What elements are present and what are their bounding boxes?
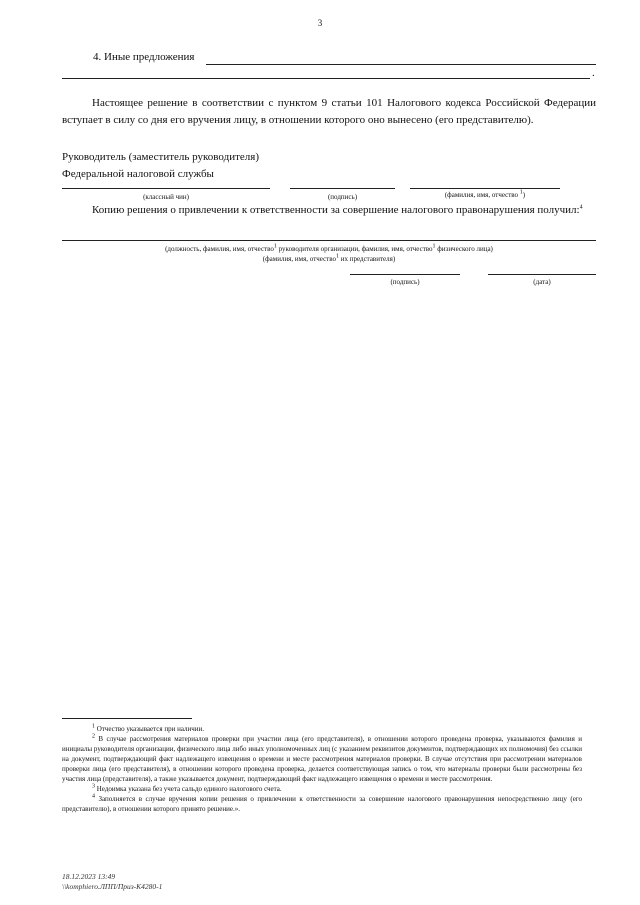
name-caption-close: ) <box>522 191 526 199</box>
recipient-caption-part-b: руководителя организации, фамилия, имя, отчество <box>276 245 433 253</box>
signature-caption: (подпись) <box>327 193 358 201</box>
recipient-line <box>62 240 596 241</box>
footnote-text: В случае рассмотрения материалов проверки при участии лица (его представителя), в отношении которого проведена проверка, указываются фамилия и инициалы руководителя организации, физического лица либо иных уполномоченных лиц (с указанием реквизитов документов, подтверждающих их полномочия) без ссылки на документ, подтверждающий факт надлежащего извещения о времени и месте рассмотрения материалов проверки. В случае отсутствия при рассмотрении материалов проверки лица (его представителя), в отношении которого проведена проверка, делается соответствующая запись о том, что материалы проверки были рассмотрены без участия лица (представителя), а также указывается документ, подтверждающий факт надлежащего извещения о времени и месте рассмотрения. <box>62 735 583 783</box>
footnote-text: Недоимка указана без учета сальдо единого налогового счета. <box>96 785 282 793</box>
rank-line <box>62 188 270 189</box>
footnote-number: 4 <box>92 793 95 800</box>
recipient-caption-fn2: 1 <box>432 243 436 250</box>
footnote-number: 2 <box>92 733 95 740</box>
receipt-statement <box>62 202 596 219</box>
receipt-footnote: 4 <box>579 204 583 211</box>
page-number: 3 <box>317 18 323 28</box>
footnote-text: Отчество указывается при наличии. <box>96 725 205 733</box>
footnotes <box>62 724 582 814</box>
recipient-signature-line <box>350 274 460 275</box>
document-path: \\komphiero.ЛПП/Приз-К4280-1 <box>62 882 163 891</box>
representative-caption-fn: 1 <box>336 253 339 260</box>
recipient-caption-line1 <box>62 244 596 254</box>
recipient-date-caption: (дата) <box>533 278 551 286</box>
footnote <box>62 724 582 734</box>
name-caption <box>410 189 560 199</box>
footnote <box>62 794 582 814</box>
recipient-caption <box>62 244 596 264</box>
footnote <box>62 784 582 794</box>
name-caption-footnote: 1 <box>519 189 523 196</box>
rank-caption: (классный чин) <box>143 193 189 201</box>
recipient-caption-line2 <box>62 254 596 264</box>
name-line <box>410 188 560 189</box>
representative-caption-part-a: (фамилия, имя, отчество <box>262 255 336 263</box>
other-proposals-line-2 <box>62 78 590 79</box>
receipt-text: Копию решения о привлечении к ответственности за совершение налогового правонарушения получил: <box>92 204 580 216</box>
footnote <box>62 734 582 784</box>
signature-line <box>290 188 395 189</box>
trailing-dot: . <box>592 67 595 79</box>
other-proposals-line <box>206 64 596 65</box>
footnote-text: Заполняется в случае вручения копии решения о привлечении к ответственности за совершение налогового правонарушения непосредственно лицу (его представителю), в отношении которого принято решение.». <box>62 795 582 813</box>
recipient-caption-part-a: (должность, фамилия, имя, отчество <box>165 245 274 253</box>
recipient-date-line <box>488 274 596 275</box>
recipient-caption-fn1: 1 <box>273 243 277 250</box>
signatory-title: Руководитель (заместитель руководителя) <box>62 151 259 163</box>
signatory-org: Федеральной налоговой службы <box>62 168 214 180</box>
footnote-number: 3 <box>92 783 95 790</box>
name-caption-text: (фамилия, имя, отчество <box>444 191 519 199</box>
decision-paragraph: Настоящее решение в соответствии с пунктом 9 статьи 101 Налогового кодекса Российской Федерации вступает в силу со дня его вручения лицу, в отношении которого оно вынесено (его представителю). <box>62 97 596 126</box>
other-proposals-label: 4. Иные предложения <box>93 51 195 63</box>
footnote-number: 1 <box>92 723 95 730</box>
document-timestamp: 18.12.2023 13:49 <box>62 872 116 881</box>
footnote-separator <box>62 718 192 719</box>
recipient-signature-caption: (подпись) <box>390 278 420 286</box>
recipient-caption-part-c: физического лица) <box>435 245 493 253</box>
representative-caption-part-b: их представителя) <box>339 255 396 263</box>
